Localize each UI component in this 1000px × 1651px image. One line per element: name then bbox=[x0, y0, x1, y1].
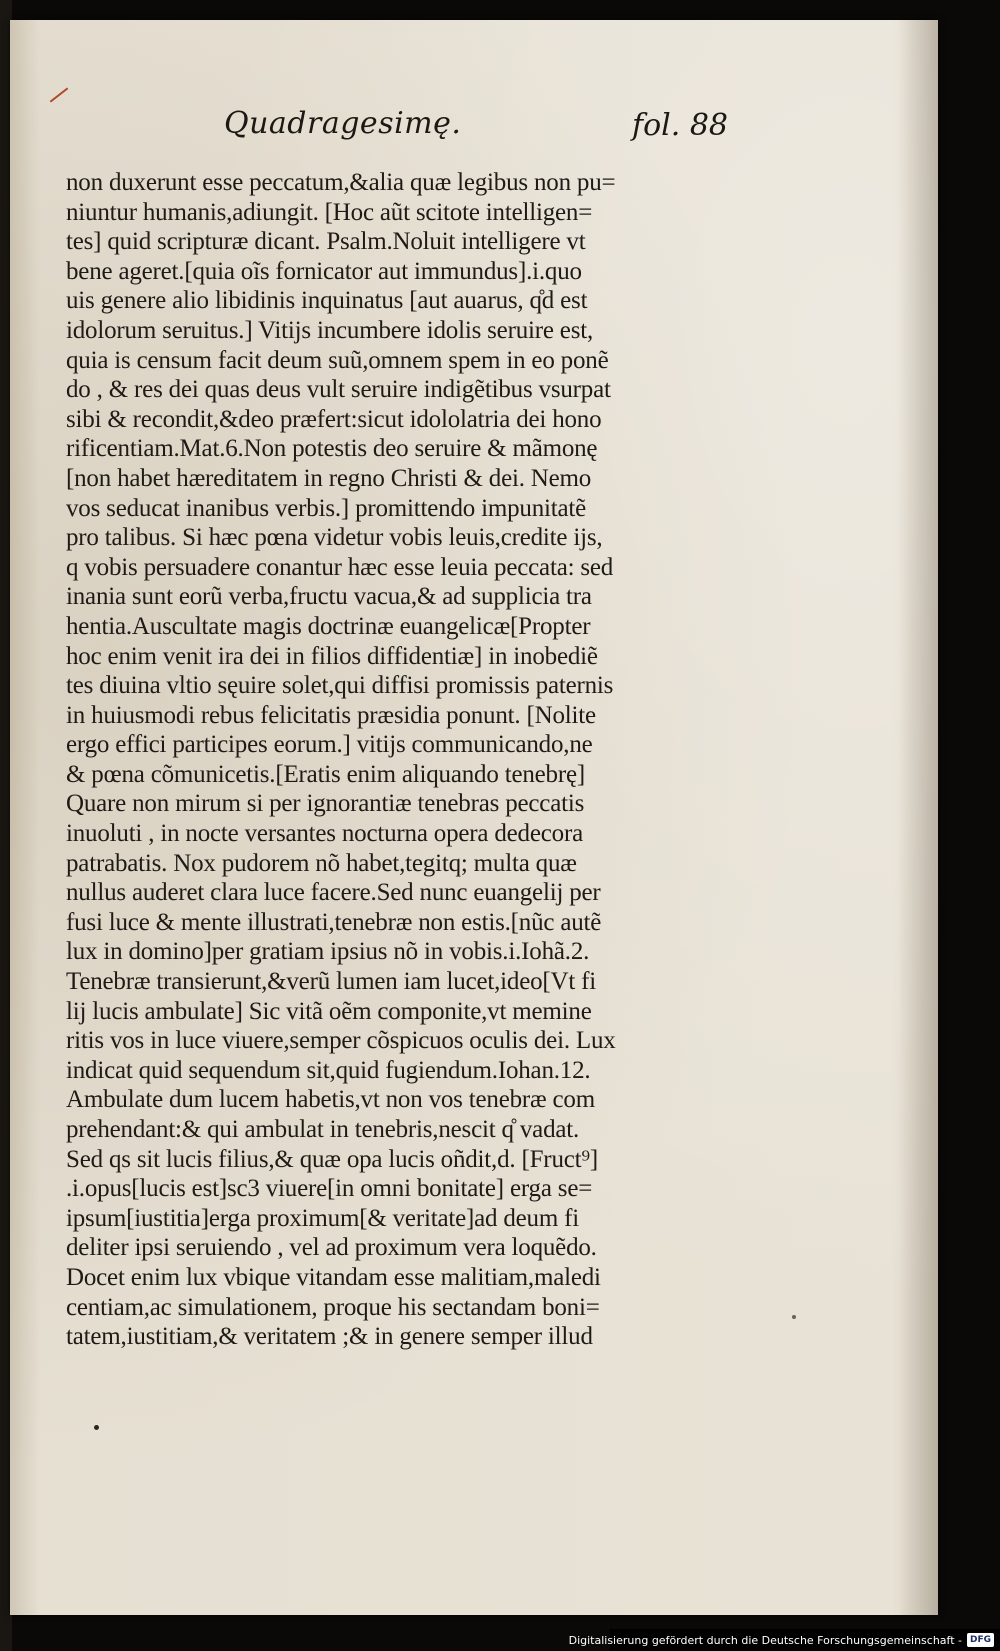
text-line: Sed qs sit lucis filius,& quæ opa lucis oñdit,d. [Fruct⁹] bbox=[66, 1145, 599, 1173]
text-line: .i.opus[lucis est]sc3 viuere[in omni bonitate] erga se= bbox=[66, 1175, 593, 1203]
text-line: nullus auderet clara luce facere.Sed nunc euangelij per bbox=[66, 879, 601, 907]
text-line: & pœna cõmunicetis.[Eratis enim aliquando tenebrę] bbox=[66, 760, 585, 788]
text-line: Ambulate dum lucem habetis,vt non vos tenebræ com bbox=[66, 1086, 595, 1114]
book-page bbox=[10, 20, 938, 1615]
text-line: idolorum seruitus.] Vitijs incumbere idolis seruire est, bbox=[66, 316, 594, 344]
text-line: ipsum[iustitia]erga proximum[& veritate]ad deum fi bbox=[66, 1204, 580, 1232]
page-shadow-edge bbox=[898, 20, 938, 1615]
text-line: inuoluti , in nocte versantes nocturna opera dedecora bbox=[66, 820, 583, 848]
text-line: tes] quid scripturæ dicant. Psalm.Noluit intelligere vt bbox=[66, 228, 586, 256]
dfg-logo-icon: DFG bbox=[967, 1633, 994, 1647]
text-line: lij lucis ambulate] Sic vitã oẽm componite,vt memine bbox=[66, 997, 592, 1025]
text-line: ritis vos in luce viuere,semper cõspicuos oculis dei. Lux bbox=[66, 1027, 616, 1055]
ink-speck bbox=[94, 1425, 99, 1430]
text-line: rificentiam.Mat.6.Non potestis deo seruire & mãmonę bbox=[66, 435, 598, 463]
text-line: prehendant:& qui ambulat in tenebris,nescit q̊ vadat. bbox=[66, 1116, 580, 1143]
text-line: in huiusmodi rebus felicitatis præsidia ponunt. [Nolite bbox=[66, 701, 596, 729]
body-text bbox=[66, 168, 756, 1352]
text-line: [non habet hæreditatem in regno Christi & dei. Nemo bbox=[66, 464, 592, 492]
text-line: fusi luce & mente illustrati,tenebræ non estis.[nũc autẽ bbox=[66, 908, 602, 936]
text-line: non duxerunt esse peccatum,&alia quæ legibus non pu= bbox=[66, 169, 616, 196]
text-line: deliter ipsi seruiendo , vel ad proximum vera loquẽdo. bbox=[66, 1234, 597, 1262]
text-line: Tenebræ transierunt,&verũ lumen iam lucet,ideo[Vt fi bbox=[66, 968, 597, 996]
text-line: vos seducat inanibus verbis.] promittendo impunitatẽ bbox=[66, 494, 587, 522]
ink-speck-small bbox=[792, 1315, 796, 1319]
text-line: Docet enim lux vbique vitandam esse malitiam,maledi bbox=[66, 1263, 601, 1291]
text-line: indicat quid sequendum sit,quid fugiendum.Iohan.12. bbox=[66, 1056, 591, 1084]
text-line: tes diuina vltio sęuire solet,qui diffisi promissis paternis bbox=[66, 672, 614, 700]
text-line: Quare non mirum si per ignorantiæ tenebras peccatis bbox=[66, 790, 585, 818]
red-ink-mark bbox=[50, 87, 69, 102]
text-line: lux in domino]per gratiam ipsius nõ in vobis.i.Iohã.2. bbox=[66, 938, 590, 966]
text-line: tatem,iustitiam,& veritatem ;& in genere semper illud bbox=[66, 1323, 593, 1351]
text-line: q vobis persuadere conantur hæc esse leuia peccata: sed bbox=[66, 553, 614, 581]
text-line: quia is censum facit deum suũ,omnem spem in eo ponẽ bbox=[66, 346, 609, 374]
running-title: Quadragesimę. bbox=[224, 106, 462, 141]
text-line: pro talibus. Si hæc pœna videtur vobis leuis,credite ijs, bbox=[66, 524, 603, 552]
text-line: hoc enim venit ira dei in filios diffidentiæ] in inobediẽ bbox=[66, 642, 598, 670]
footer-credit: Digitalisierung gefördert durch die Deutsche Forschungsgemeinschaft - bbox=[568, 1633, 962, 1647]
folio-number: fol. 88 bbox=[632, 108, 729, 143]
digitization-footer bbox=[568, 1629, 1000, 1651]
text-line: patrabatis. Nox pudorem nõ habet,tegitq; multa quæ bbox=[66, 849, 577, 877]
text-line: uis genere alio libidinis inquinatus [aut auarus, q̊d est bbox=[66, 287, 588, 315]
text-line: centiam,ac simulationem, proque his sectandam boni= bbox=[66, 1293, 600, 1321]
text-line: sibi & recondit,&deo præfert:sicut idololatria dei hono bbox=[66, 405, 602, 433]
text-line: niuntur humanis,adiungit. [Hoc aũt scitote intelligen= bbox=[66, 198, 593, 226]
text-line: inania sunt eorũ verba,fructu vacua,& ad supplicia tra bbox=[66, 583, 592, 611]
text-line: ergo effici participes eorum.] vitijs communicando,ne bbox=[66, 731, 593, 759]
text-line: hentia.Auscultate magis doctrinæ euangelicæ[Propter bbox=[66, 612, 591, 640]
text-line: bene ageret.[quia oĩs fornicator aut immundus].i.quo bbox=[66, 257, 582, 285]
text-line: do , & res dei quas deus vult seruire indigẽtibus vsurpat bbox=[66, 376, 611, 404]
